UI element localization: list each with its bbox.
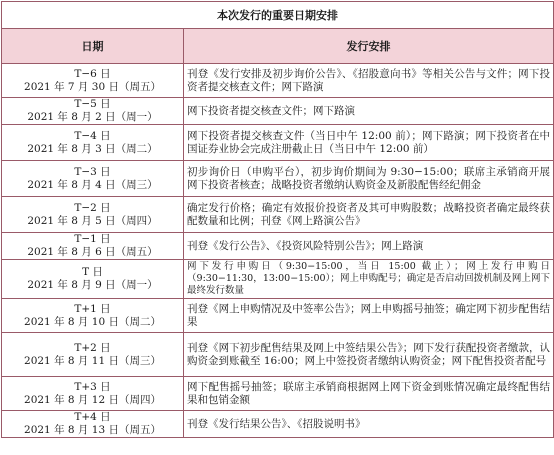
table-row (2, 161, 554, 197)
plan-cell: 刊登《网下初步配售结果及网上中签结果公告》；网下发行获配投资者缴款，认购资金到账截至 16:00；网上中签投资者缴纳认购资金；网下配售投资者配号 (184, 333, 554, 377)
table-row (2, 260, 554, 299)
plan-cell: 确定发行价格；确定有效报价投资者及其可申购股数；战略投资者确定最终获配数量和比例；刊登《网上路演公告》 (184, 197, 554, 233)
calendar-date: 2021 年 8 月 3 日（周二） (27, 142, 158, 155)
calendar-date: 2021 年 8 月 2 日（周一） (27, 111, 158, 123)
schedule-table (1, 1, 554, 438)
date-cell (2, 299, 184, 333)
trading-day-label: T−1 日 (74, 233, 111, 245)
calendar-date: 2021 年 8 月 12 日（周四） (24, 393, 161, 406)
date-cell (2, 64, 184, 98)
date-cell (2, 125, 184, 161)
table-row (2, 125, 554, 161)
plan-cell: 网下投资者提交核查文件（当日中午 12:00 前）；网下路演；网下投资者在中国证券业协会完成注册截止日（当日中午 12:00 前） (184, 125, 554, 161)
date-cell (2, 197, 184, 233)
date-cell (2, 233, 184, 260)
trading-day-label: T+4 日 (74, 411, 111, 423)
plan-cell: 网下配售摇号抽签；联席主承销商根据网上网下资金到账情况确定最终配售结果和包销金额 (184, 377, 554, 411)
trading-day-label: T−4 日 (74, 129, 111, 142)
calendar-date: 2021 年 8 月 11 日（周三） (24, 354, 161, 367)
calendar-date: 2021 年 8 月 13 日（周五） (24, 424, 161, 436)
calendar-date: 2021 年 8 月 6 日（周五） (27, 246, 158, 258)
date-cell (2, 333, 184, 377)
trading-day-label: T−3 日 (74, 165, 111, 178)
table-row (2, 377, 554, 411)
trading-day-label: T−5 日 (74, 98, 111, 110)
table-row (2, 64, 554, 98)
table-header-row (2, 29, 554, 64)
plan-cell: 网下投资者提交核查文件；网下路演 (184, 98, 554, 125)
calendar-date: 2021 年 8 月 5 日（周四） (27, 214, 158, 227)
calendar-date: 2021 年 8 月 4 日（周三） (27, 178, 158, 191)
plan-cell: 刊登《发行安排及初步询价公告》、《招股意向书》等相关公告与文件；网下投资者提交核查文件；网下路演 (184, 64, 554, 98)
calendar-date: 2021 年 7 月 30 日（周五） (24, 80, 161, 93)
table-row (2, 197, 554, 233)
plan-cell: 刊登《发行公告》、《投资风险特别公告》；网上路演 (184, 233, 554, 260)
plan-cell: 网下发行申购日（9:30−15:00，当日 15:00 截止）；网上发行申购日（9:30−11:30，13:00−15:00）；网上申购配号；确定是否启动回拨机制及网上网下最终发行数量 (184, 260, 554, 299)
table-row (2, 299, 554, 333)
schedule-sheet (1, 1, 553, 438)
column-header-date: 日期 (2, 29, 184, 64)
plan-cell: 初步询价日（申购平台），初步询价期间为 9:30−15:00；联席主承销商开展网下投资者核查；战略投资者缴纳认购资金及新股配售经纪佣金 (184, 161, 554, 197)
trading-day-label: T−2 日 (74, 201, 111, 214)
table-body (2, 64, 554, 438)
table-row (2, 98, 554, 125)
trading-day-label: T+3 日 (74, 380, 111, 393)
date-cell (2, 98, 184, 125)
trading-day-label: T−6 日 (74, 67, 111, 80)
trading-day-label: T+2 日 (74, 341, 111, 354)
column-header-plan: 发行安排 (184, 29, 554, 64)
table-row (2, 333, 554, 377)
date-cell (2, 377, 184, 411)
date-cell (2, 260, 184, 299)
calendar-date: 2021 年 8 月 10 日（周二） (24, 315, 161, 328)
date-cell (2, 411, 184, 438)
table-title: 本次发行的重要日期安排 (2, 2, 554, 29)
trading-day-label: T 日 (82, 266, 103, 278)
calendar-date: 2021 年 8 月 9 日（周一） (27, 279, 158, 291)
table-title-row (2, 2, 554, 29)
table-row (2, 233, 554, 260)
trading-day-label: T+1 日 (74, 302, 111, 315)
date-cell (2, 161, 184, 197)
table-row (2, 411, 554, 438)
plan-cell: 刊登《发行结果公告》、《招股说明书》 (184, 411, 554, 438)
plan-cell: 刊登《网上申购情况及中签率公告》；网上申购摇号抽签；确定网下初步配售结果 (184, 299, 554, 333)
